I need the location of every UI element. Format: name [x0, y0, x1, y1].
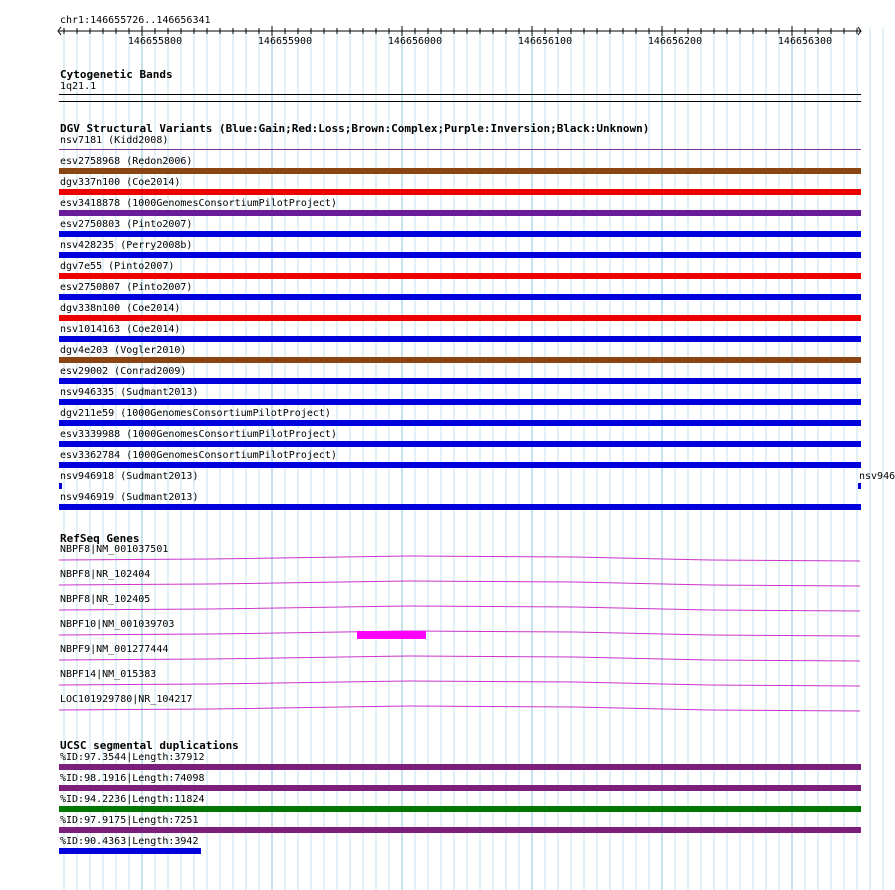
ruler-tick-label: 146656100 — [517, 36, 573, 47]
dgv-variant-label[interactable]: dgv7e55 (Pinto2007) — [60, 261, 175, 272]
dgv-variant-label[interactable]: esv3418878 (1000GenomesConsortiumPilotProject) — [60, 198, 337, 209]
segdup-bar[interactable] — [59, 764, 861, 770]
refseq-gene-label[interactable]: LOC101929780|NR_104217 — [60, 694, 193, 705]
dgv-variant-label[interactable]: dgv4e203 (Vogler2010) — [60, 345, 187, 356]
dgv-variant-label[interactable]: dgv338n100 (Coe2014) — [60, 303, 181, 314]
cytoband-label: 1q21.1 — [60, 81, 97, 92]
refseq-gene-intron-line — [59, 556, 860, 561]
dgv-variant-label[interactable]: nsv946919 (Sudmant2013) — [60, 492, 199, 503]
refseq-gene-label[interactable]: NBPF8|NR_102405 — [60, 594, 151, 605]
dgv-variant-label[interactable]: nsv1014163 (Coe2014) — [60, 324, 181, 335]
segdup-bar[interactable] — [59, 806, 861, 812]
dgv-variant-label[interactable]: dgv211e59 (1000GenomesConsortiumPilotProject) — [60, 408, 331, 419]
refseq-gene-label[interactable]: NBPF10|NM_001039703 — [60, 619, 175, 630]
dgv-variant-label[interactable]: nsv946335 (Sudmant2013) — [60, 387, 199, 398]
dgv-variant-label[interactable]: esv3339988 (1000GenomesConsortiumPilotProject) — [60, 429, 337, 440]
dgv-variant-label[interactable]: nsv428235 (Perry2008b) — [60, 240, 193, 251]
dgv-variant-label[interactable]: esv2750807 (Pinto2007) — [60, 282, 193, 293]
ruler-tick-label: 146656300 — [777, 36, 833, 47]
segdup-bar[interactable] — [59, 848, 201, 854]
refseq-gene-label[interactable]: NBPF14|NM_015383 — [60, 669, 157, 680]
refseq-gene-intron-line — [59, 706, 860, 711]
dgv-variant-label[interactable]: esv3362784 (1000GenomesConsortiumPilotProject) — [60, 450, 337, 461]
refseq-gene-label[interactable]: NBPF9|NM_001277444 — [60, 644, 169, 655]
dgv-variant-label[interactable]: dgv337n100 (Coe2014) — [60, 177, 181, 188]
ruler-tick-label: 146655800 — [127, 36, 183, 47]
refseq-gene-intron-line — [59, 581, 860, 586]
refseq-gene-intron-line — [59, 631, 860, 636]
segdup-label[interactable]: %ID:97.3544|Length:37912 — [60, 752, 205, 763]
dgv-variant-label[interactable]: esv29002 (Conrad2009) — [60, 366, 187, 377]
dgv-variant-label[interactable]: esv2758968 (Redon2006) — [60, 156, 193, 167]
dgv-variant-label[interactable]: nsv946918 (Sudmant2013) — [60, 471, 199, 482]
refseq-gene-exon — [357, 631, 426, 639]
dgv-overflow-label: nsv946 — [859, 471, 895, 482]
dgv-track-title: DGV Structural Variants (Blue:Gain;Red:Loss;Brown:Complex;Purple:Inversion;Black:Unknown) — [60, 122, 650, 135]
dgv-variant-label[interactable]: esv2750803 (Pinto2007) — [60, 219, 193, 230]
segdup-bar[interactable] — [59, 785, 861, 791]
ruler-tick-label: 146656200 — [647, 36, 703, 47]
ruler-tick-label: 146655900 — [257, 36, 313, 47]
segdup-label[interactable]: %ID:94.2236|Length:11824 — [60, 794, 205, 805]
segdup-track-title: UCSC segmental duplications — [60, 739, 239, 752]
segdup-label[interactable]: %ID:97.9175|Length:7251 — [60, 815, 199, 826]
refseq-gene-intron-line — [59, 681, 860, 686]
segdup-label[interactable]: %ID:98.1916|Length:74098 — [60, 773, 205, 784]
segdup-label[interactable]: %ID:90.4363|Length:3942 — [60, 836, 199, 847]
locus-label: chr1:146655726..146656341 — [60, 15, 211, 26]
segdup-bar[interactable] — [59, 827, 861, 833]
ruler-tick-label: 146656000 — [387, 36, 443, 47]
refseq-gene-intron-line — [59, 656, 860, 661]
cytoband-track-title: Cytogenetic Bands — [60, 68, 173, 81]
refseq-track-title: RefSeq Genes — [60, 532, 140, 545]
dgv-variant-label[interactable]: nsv7181 (Kidd2008) — [60, 135, 169, 146]
refseq-gene-label[interactable]: NBPF8|NR_102404 — [60, 569, 151, 580]
refseq-gene-label[interactable]: NBPF8|NM_001037501 — [60, 544, 169, 555]
refseq-gene-intron-line — [59, 606, 860, 611]
